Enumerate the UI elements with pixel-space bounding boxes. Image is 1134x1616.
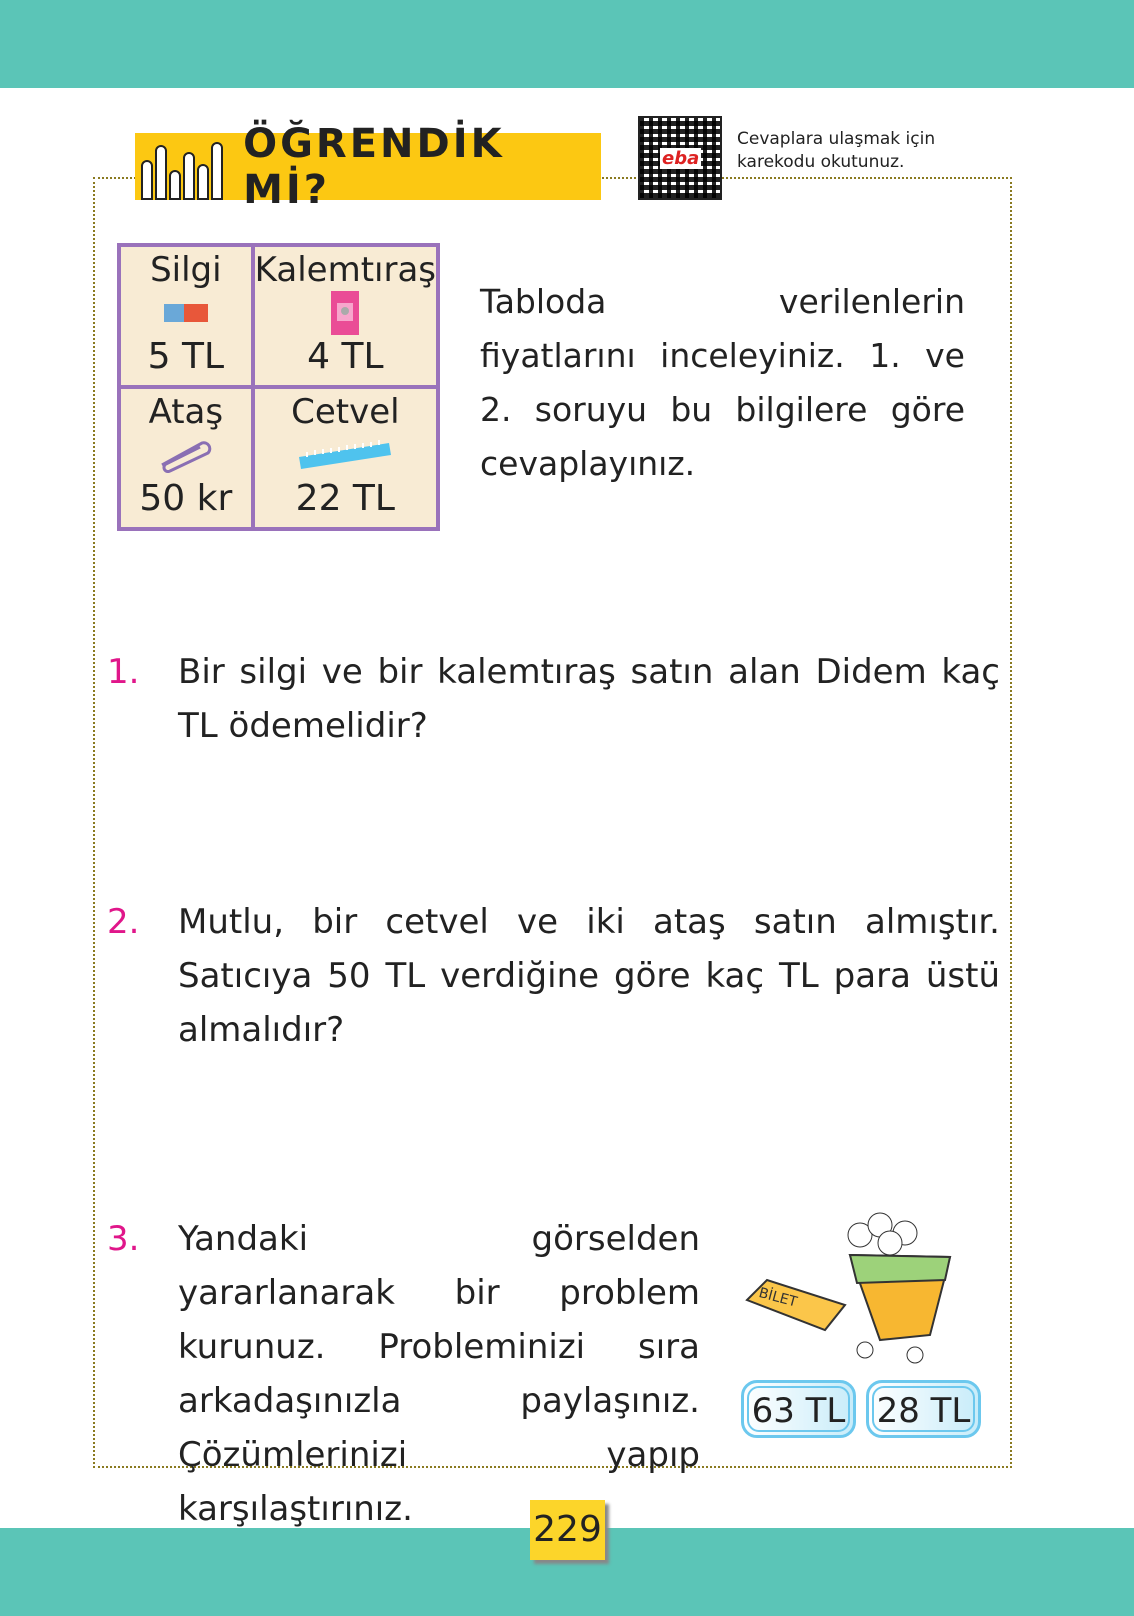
ruler-icon (295, 437, 395, 473)
question-text: Yandaki görselden yararlanarak bir problem kurunuz. Probleminizi sıra arkadaşınızla paylaşınız. Çözümlerinizi yapıp karşılaştırınız. (178, 1219, 700, 1529)
price-table (117, 243, 440, 531)
ticket-price: 63 TL (747, 1386, 850, 1432)
paperclip-icon (156, 437, 216, 473)
price-tag-ticket (741, 1380, 856, 1438)
question-number: 2. (107, 902, 140, 942)
item-price: 5 TL (147, 336, 225, 377)
item-name: Silgi (150, 250, 222, 290)
item-price: 4 TL (307, 336, 384, 377)
eba-logo: eba (662, 148, 700, 169)
item-name: Cetvel (291, 392, 400, 432)
popcorn-icon (848, 1213, 950, 1363)
qr-instructions (737, 128, 935, 174)
question-text: Mutlu, bir cetvel ve iki ataş satın almıştır. Satıcıya 50 TL verdiğine göre kaç TL para üstü almalıdır? (178, 902, 1000, 1050)
price-tag-popcorn (866, 1380, 981, 1438)
popcorn-price: 28 TL (872, 1386, 975, 1432)
price-cell-kalemtiras (253, 245, 438, 387)
ticket-icon (747, 1280, 845, 1330)
question-number: 3. (107, 1219, 140, 1259)
ticket-popcorn-illustration (745, 1205, 975, 1365)
intro-text: Tabloda verilenlerin fiyatlarını inceleyiniz. 1. ve 2. soruyu bu bilgilere göre cevaplayınız. (480, 282, 965, 483)
qr-code-icon[interactable] (638, 116, 722, 200)
item-name: Ataş (148, 392, 224, 432)
price-cell-silgi (119, 245, 253, 387)
ticket-label: BİLET (756, 1285, 799, 1311)
qr-text-line2: karekodu okutunuz. (737, 152, 905, 172)
price-cell-cetvel (253, 387, 438, 529)
section-header (135, 120, 601, 213)
page-number: 229 (530, 1500, 605, 1560)
raised-hands-icon (135, 133, 233, 200)
price-cell-atas (119, 387, 253, 529)
section-title: ÖĞRENDİK Mİ? (243, 120, 505, 213)
top-band (0, 0, 1134, 88)
item-name: Kalemtıraş (254, 250, 436, 290)
eraser-icon (162, 301, 210, 325)
item-price: 50 kr (139, 478, 233, 519)
sharpener-icon (327, 289, 363, 337)
qr-text-line1: Cevaplara ulaşmak için (737, 129, 936, 149)
question-number: 1. (107, 652, 140, 692)
question-text: Bir silgi ve bir kalemtıraş satın alan Didem kaç TL ödemelidir? (178, 652, 1000, 746)
item-price: 22 TL (295, 478, 395, 519)
